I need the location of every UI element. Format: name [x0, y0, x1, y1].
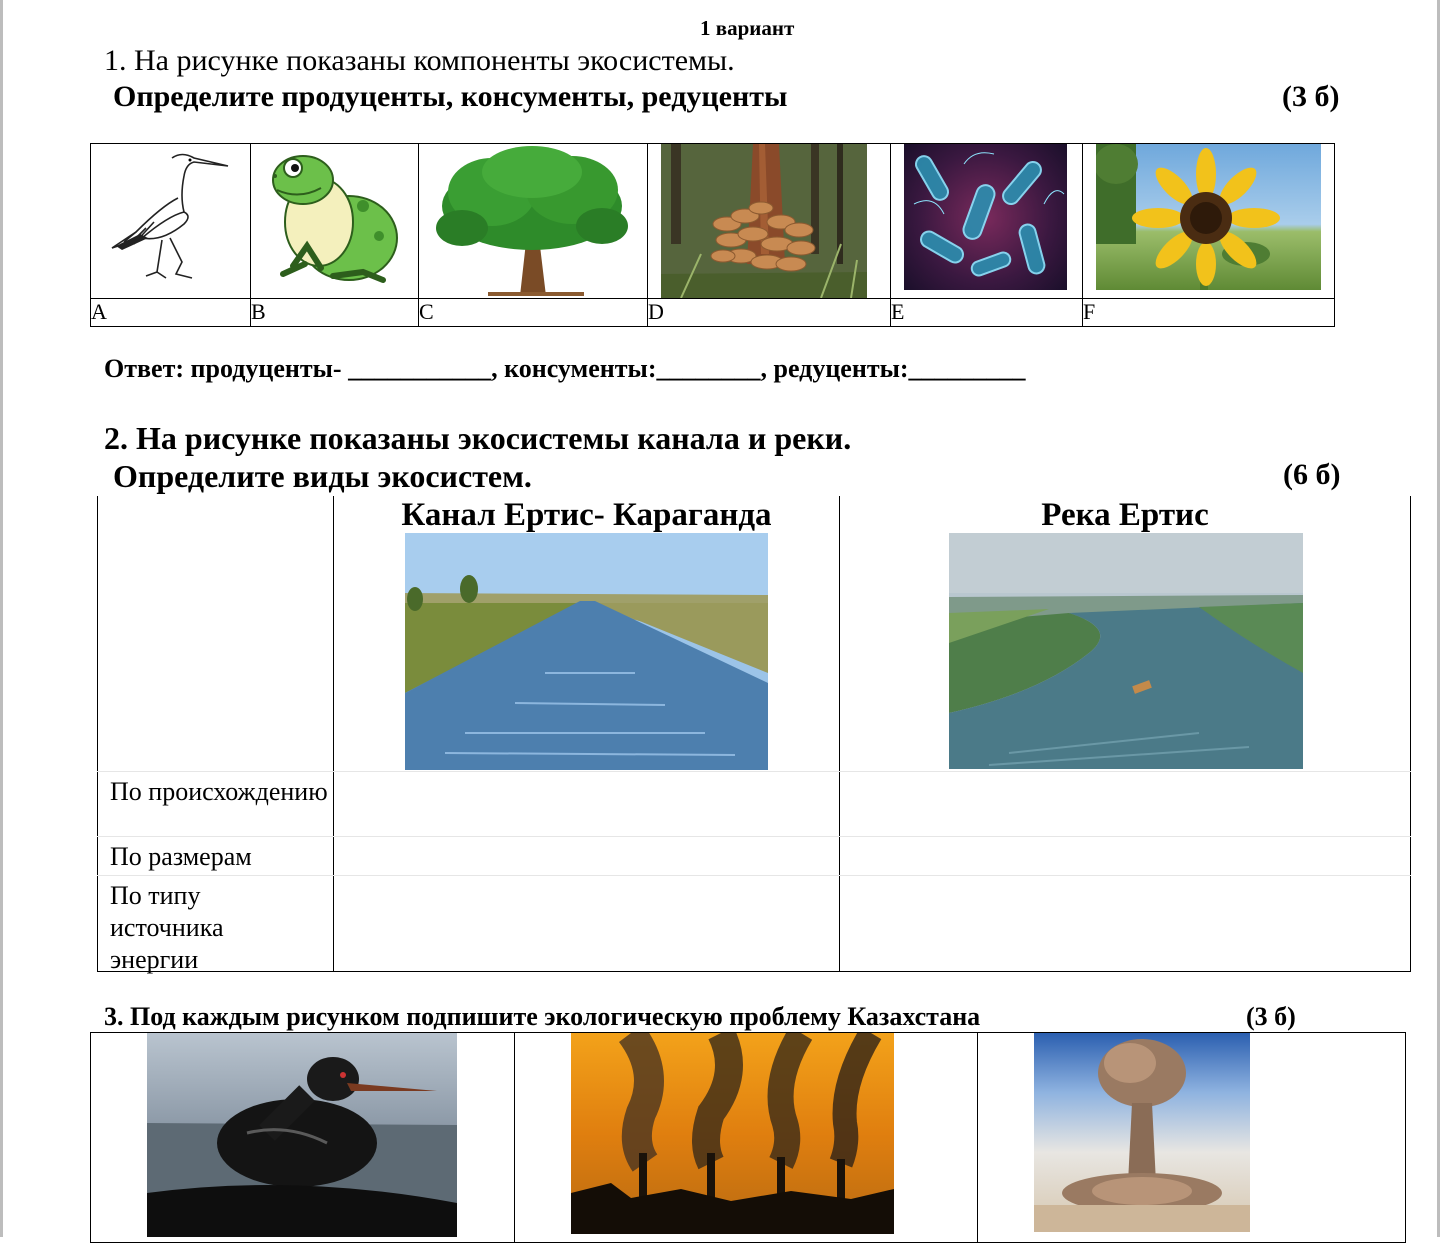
task2-table-divider-2 — [839, 496, 840, 972]
row-label-energy: По типу источника энергии — [110, 881, 224, 974]
oil-bird-photo — [147, 1033, 457, 1237]
row-label-size: По размерам — [110, 842, 252, 871]
task2-table-right-border — [1410, 496, 1411, 972]
canal-photo — [405, 533, 768, 770]
column-head-river: Река Ертис — [1041, 497, 1209, 533]
sunflower-image — [1096, 144, 1321, 290]
bacteria-image — [904, 144, 1067, 290]
label-a: A — [91, 299, 251, 327]
page-edge-left — [0, 0, 3, 1237]
variant-title: 1 вариант — [700, 16, 795, 40]
task2-table-divider-1 — [333, 496, 334, 972]
task2-points: (6 б) — [1283, 458, 1341, 491]
task2-instruction: Определите виды экосистем. — [113, 458, 532, 494]
label-b: B — [251, 299, 419, 327]
river-photo — [949, 533, 1303, 769]
label-c: C — [419, 299, 648, 327]
tree-image — [432, 146, 632, 296]
task1-points: (3 б) — [1282, 80, 1340, 113]
label-d: D — [648, 299, 891, 327]
stork-image — [102, 146, 237, 288]
task3-points: (3 б) — [1246, 1002, 1296, 1031]
task1-question: 1. На рисунке показаны компоненты экосистемы. — [104, 44, 735, 77]
smokestacks-photo — [571, 1033, 894, 1234]
task1-answer-line[interactable]: Ответ: продуценты- ___________, консументы:________, редуценты:_________ — [104, 354, 1026, 383]
label-e: E — [891, 299, 1083, 327]
task2-question: 2. На рисунке показаны экосистемы канала и реки. — [104, 420, 852, 456]
task1-instruction: Определите продуценты, консументы, редуценты — [113, 80, 788, 113]
label-f: F — [1083, 299, 1335, 327]
task3-question: 3. Под каждым рисунком подпишите экологическую проблему Казахстана — [104, 1002, 981, 1031]
row-label-origin: По происхождению — [110, 777, 328, 806]
column-head-canal: Канал Ертис- Караганда — [401, 497, 772, 533]
mushroom-cloud-photo — [1034, 1033, 1250, 1232]
mushroom-image — [661, 144, 867, 298]
frog-image — [263, 146, 405, 286]
